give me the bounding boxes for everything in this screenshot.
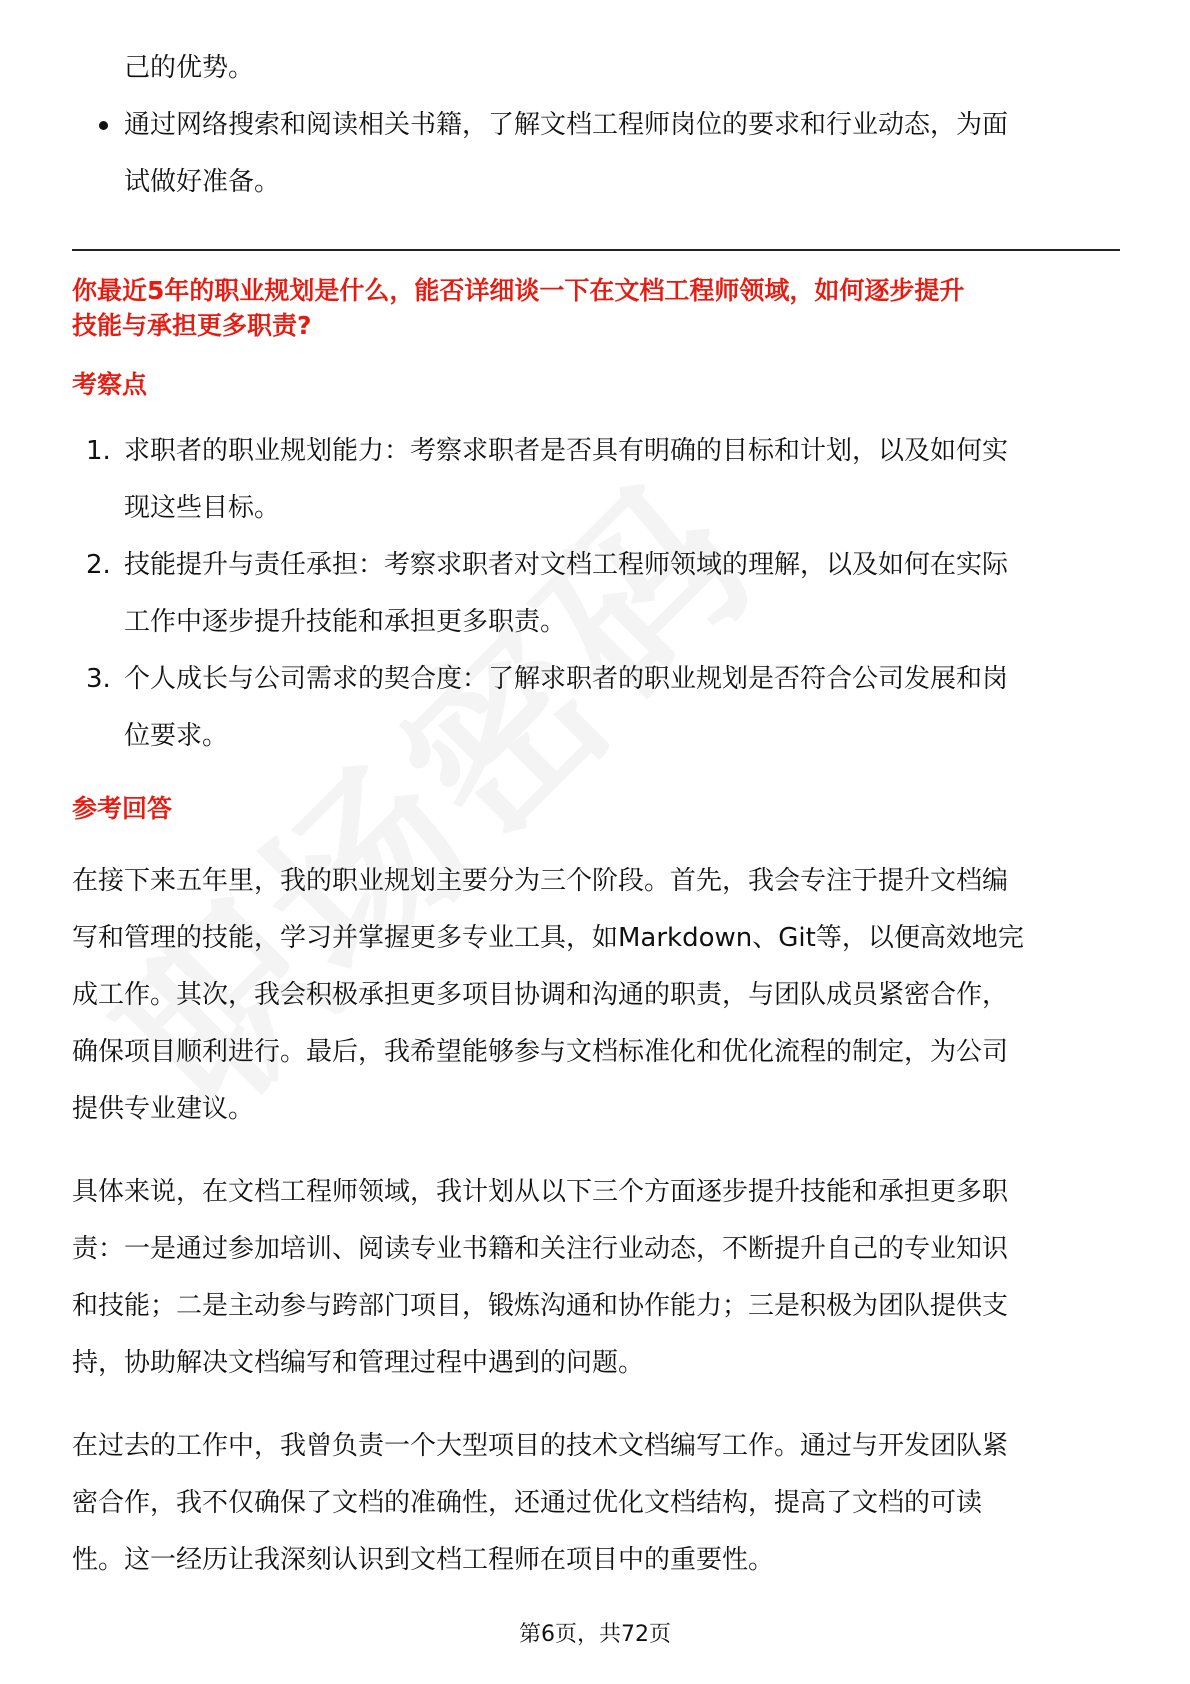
paragraph-line: 密合作，我不仅确保了文档的准确性，还通过优化文档结构，提高了文档的可读 xyxy=(72,1488,983,1518)
intro-continuation: 己的优势。 xyxy=(124,53,255,83)
paragraph-line: 和技能；二是主动参与跨部门项目，锻炼沟通和协作能力；三是积极为团队提供支 xyxy=(72,1291,1009,1321)
item-number: 2. xyxy=(86,550,111,580)
paragraph-line: 性。这一经历让我深刻认识到文档工程师在项目中的重要性。 xyxy=(72,1545,775,1575)
question-line: 技能与承担更多职责? xyxy=(72,311,312,340)
page-content xyxy=(72,40,1120,1589)
list-item xyxy=(72,651,1120,765)
examine-heading: 考察点 xyxy=(72,370,148,399)
examine-points xyxy=(72,423,1120,765)
answer-heading: 参考回答 xyxy=(72,794,173,823)
item-number: 1. xyxy=(86,436,111,466)
point-line: 技能提升与责任承担：考察求职者对文档工程师领域的理解，以及如何在实际 xyxy=(124,550,1009,580)
paragraph-line: 在过去的工作中，我曾负责一个大型项目的技术文档编写工作。通过与开发团队紧 xyxy=(72,1431,1009,1461)
point-line: 工作中逐步提升技能和承担更多职责。 xyxy=(124,607,567,637)
paragraph-line: 写和管理的技能，学习并掌握更多专业工具，如Markdown、Git等，以便高效地完 xyxy=(72,923,1024,953)
answer-paragraph xyxy=(72,1418,1120,1589)
paragraph-line: 确保项目顺利进行。最后，我希望能够参与文档标准化和优化流程的制定，为公司 xyxy=(72,1037,1009,1067)
bullet-list xyxy=(72,97,1120,211)
point-line: 个人成长与公司需求的契合度：了解求职者的职业规划是否符合公司发展和岗 xyxy=(124,664,1009,694)
paragraph-line: 持，协助解决文档编写和管理过程中遇到的问题。 xyxy=(72,1348,645,1378)
bullet-dot-icon xyxy=(99,121,108,130)
section-divider xyxy=(72,249,1120,251)
point-line: 求职者的职业规划能力：考察求职者是否具有明确的目标和计划，以及如何实 xyxy=(124,436,1009,466)
point-line: 位要求。 xyxy=(124,721,229,751)
paragraph-line: 具体来说，在文档工程师领域，我计划从以下三个方面逐步提升技能和承担更多职 xyxy=(72,1177,1009,1207)
page-number-footer: 第6页，共72页 xyxy=(519,1622,671,1647)
list-item xyxy=(72,537,1120,651)
item-number: 3. xyxy=(86,664,111,694)
list-item xyxy=(72,423,1120,537)
point-line: 现这些目标。 xyxy=(124,493,281,523)
bullet-line: 通过网络搜索和阅读相关书籍，了解文档工程师岗位的要求和行业动态，为面 xyxy=(124,110,1009,140)
list-item xyxy=(72,97,1120,211)
paragraph-line: 在接下来五年里，我的职业规划主要分为三个阶段。首先，我会专注于提升文档编 xyxy=(72,866,1009,896)
paragraph-line: 成工作。其次，我会积极承担更多项目协调和沟通的职责，与团队成员紧密合作， xyxy=(72,980,1009,1010)
question-heading xyxy=(72,273,1120,343)
paragraph-line: 责：一是通过参加培训、阅读专业书籍和关注行业动态，不断提升自己的专业知识 xyxy=(72,1234,1009,1264)
answer-paragraph xyxy=(72,1164,1120,1392)
answer-paragraph xyxy=(72,853,1120,1138)
question-line: 你最近5年的职业规划是什么，能否详细谈一下在文档工程师领域，如何逐步提升 xyxy=(72,276,965,305)
paragraph-line: 提供专业建议。 xyxy=(72,1094,255,1124)
bullet-line: 试做好准备。 xyxy=(124,167,281,197)
